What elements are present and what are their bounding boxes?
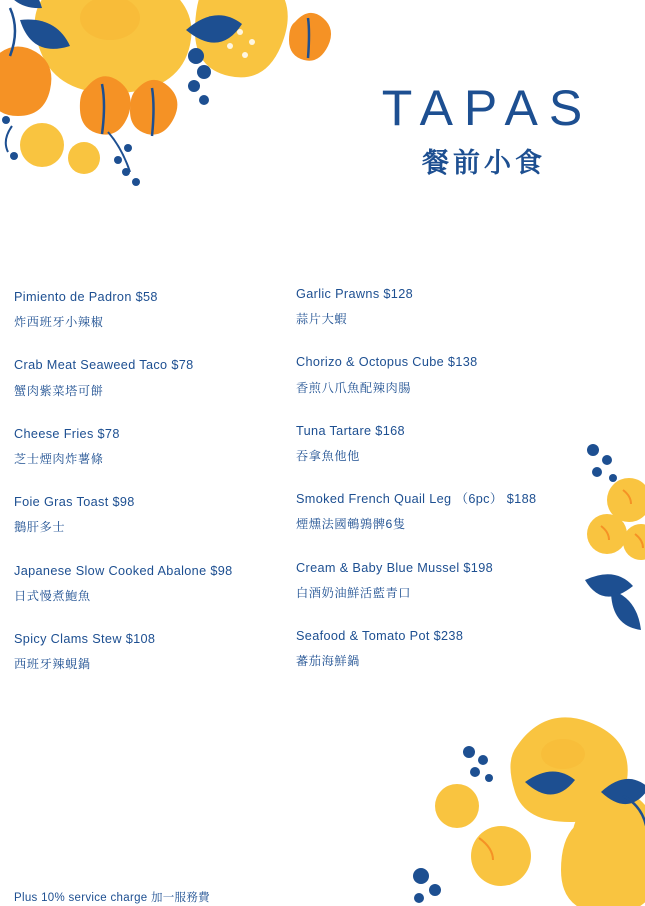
menu-item-name-zh: 西班牙辣蜆鍋 — [14, 657, 91, 672]
menu-item-name-en: Garlic Prawns $128 — [296, 287, 414, 301]
page-subtitle: 餐前小食 — [422, 147, 546, 178]
menu-item — [296, 423, 405, 464]
menu-item-name-zh: 炸西班牙小辣椒 — [14, 315, 104, 330]
page-title: TAPAS — [381, 80, 594, 136]
menu-item-name-zh: 香煎八爪魚配辣肉腸 — [296, 380, 412, 395]
menu-item-name-zh: 蕃茄海鮮鍋 — [296, 654, 360, 669]
menu-item-name-en: Foie Gras Toast $98 — [14, 495, 135, 510]
menu-item-name-zh: 煙燻法國鵪鶉髀6隻 — [296, 517, 406, 532]
menu-item — [296, 355, 478, 395]
menu-item-name-en: Seafood & Tomato Pot $238 — [296, 628, 464, 643]
menu-item-name-en: Pimiento de Padron $58 — [14, 290, 158, 304]
menu-item-name-en: Cheese Fries $78 — [14, 426, 120, 441]
service-charge-note: Plus 10% service charge 加一服務費 — [14, 892, 210, 905]
menu-item-name-zh: 蒜片大蝦 — [296, 312, 348, 327]
menu-item-name-zh: 白酒奶油鮮活藍青口 — [296, 585, 412, 600]
menu-item-name-en: Smoked French Quail Leg （6pc） $188 — [296, 492, 537, 507]
menu-item-name-en: Chorizo & Octopus Cube $138 — [296, 355, 478, 370]
menu-item-name-zh: 吞拿魚他他 — [296, 448, 360, 463]
menu-item — [296, 287, 414, 327]
menu-header — [352, 82, 612, 180]
floral-decoration-bottom-right — [405, 696, 645, 906]
floral-decoration-top-left — [0, 0, 370, 240]
menu-item-name-en: Japanese Slow Cooked Abalone $98 — [14, 563, 233, 578]
menu-item-name-zh: 蟹肉紫菜塔可餅 — [14, 383, 104, 398]
menu-item-name-en: Spicy Clams Stew $108 — [14, 631, 156, 646]
menu-item-name-zh: 鵝肝多士 — [14, 520, 66, 535]
menu-columns — [0, 280, 645, 700]
menu-item-name-en: Tuna Tartare $168 — [296, 423, 405, 438]
menu-item — [296, 628, 464, 669]
menu-item-name-zh: 日式慢煮鮑魚 — [14, 588, 91, 603]
menu-item — [296, 560, 494, 601]
menu-item-name-zh: 芝士煙肉炸薯條 — [14, 451, 104, 466]
menu-column-right — [2, 280, 537, 700]
menu-item — [296, 492, 537, 532]
menu-item-name-en: Cream & Baby Blue Mussel $198 — [296, 560, 494, 575]
menu-item-name-en: Crab Meat Seaweed Taco $78 — [14, 358, 194, 373]
